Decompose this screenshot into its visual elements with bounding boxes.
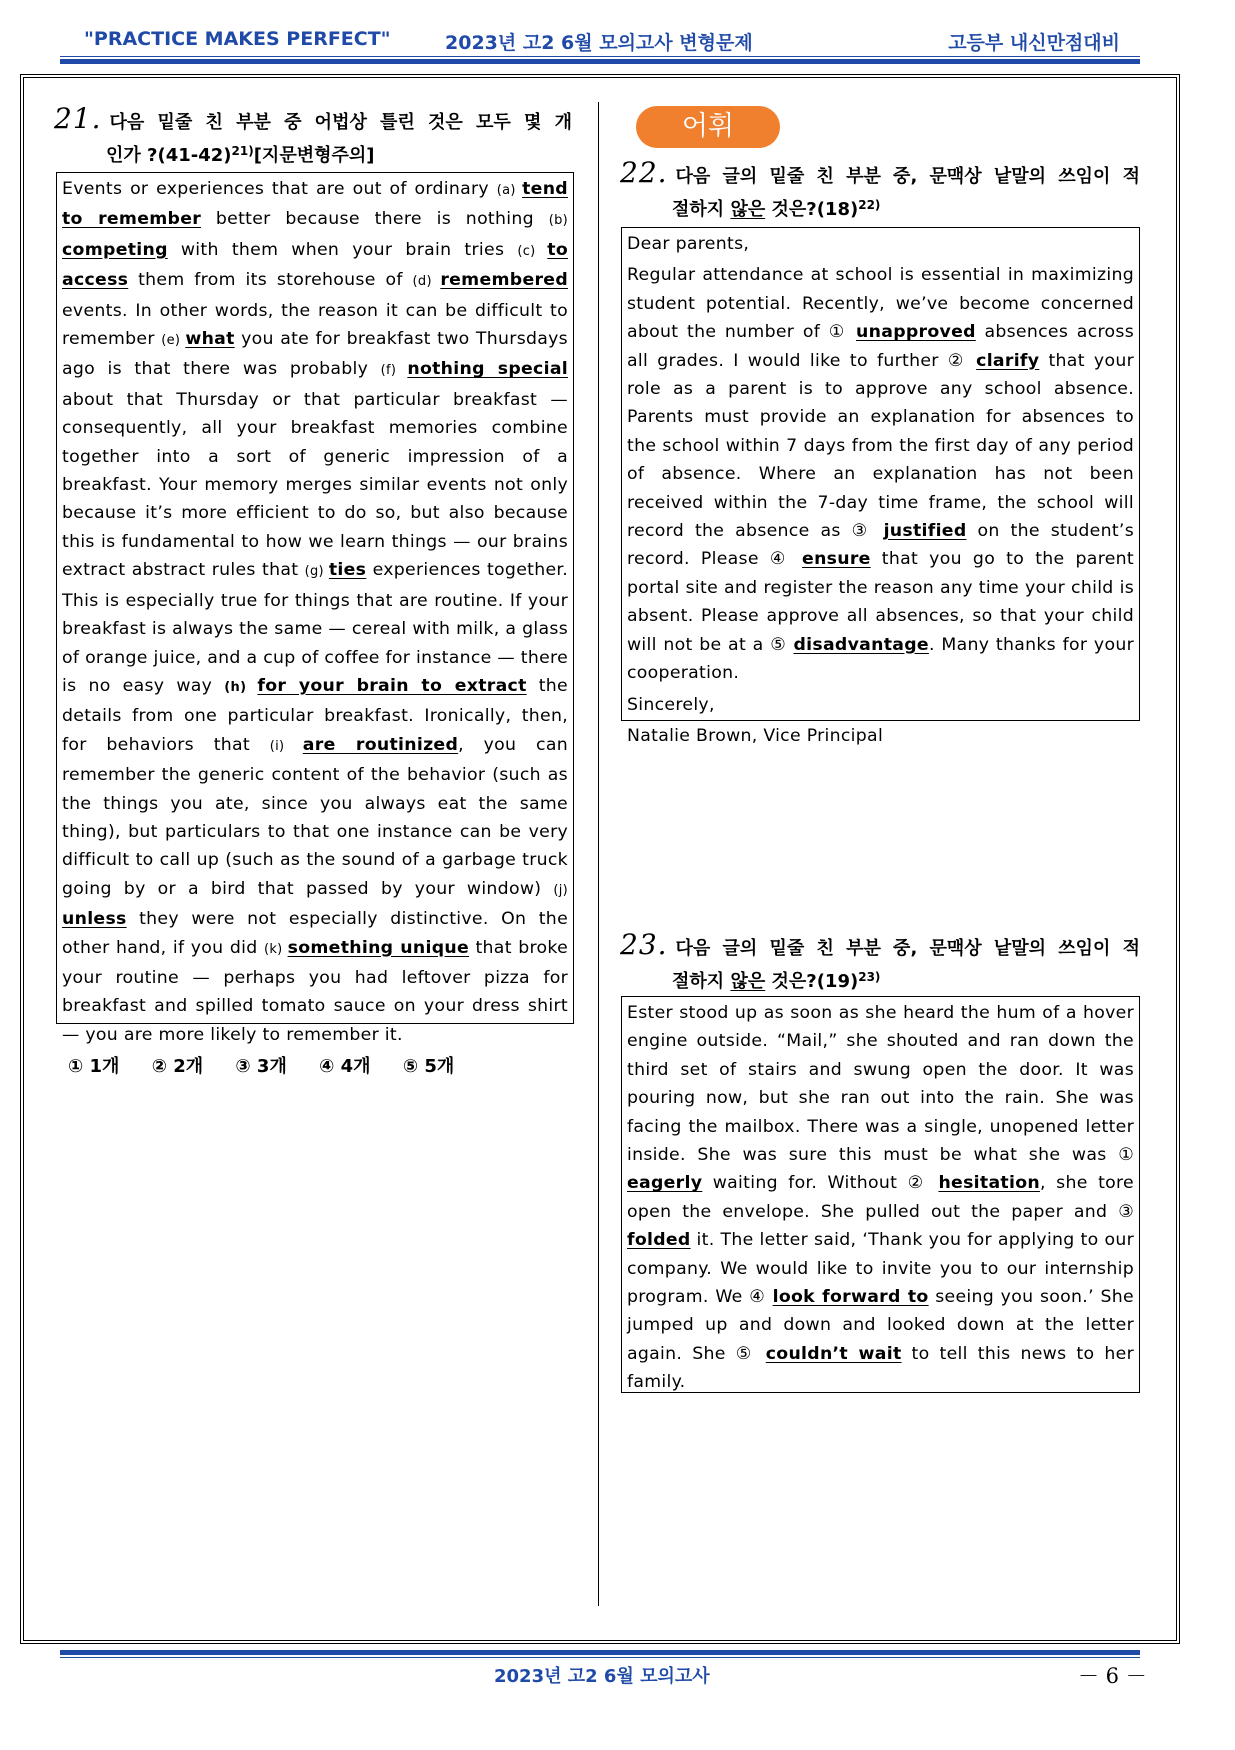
label-d: (d) (412, 274, 441, 290)
q22-number: 22. (620, 156, 668, 189)
marker-5: ⑤ (770, 634, 794, 655)
q22-prompt-line2-end: 것은?(18) (765, 199, 859, 220)
label-g: (g) (304, 564, 329, 580)
passage-text: Regular attendance at school is essential in maximizing student potential. Recently, we’ve become concerned about the number of (627, 265, 1134, 343)
q23-heading (620, 930, 1140, 996)
underline-d: remembered (440, 270, 568, 291)
label-a: (a) (496, 183, 523, 198)
marker-3: ③ (1118, 1201, 1134, 1222)
marker-4: ④ (769, 549, 803, 570)
label-e: (e) (161, 333, 186, 349)
choice-5[interactable]: ⑤ 5개 (402, 1056, 455, 1077)
choice-4[interactable]: ④ 4개 (319, 1056, 371, 1077)
q21-passage-box (56, 172, 574, 1045)
marker-5: ⑤ (735, 1343, 766, 1364)
q22-prompt-emphasis: 않은 (730, 199, 766, 220)
header-subtitle: 고등부 내신만점대비 (948, 32, 1120, 54)
q22-passage-box (621, 227, 1140, 746)
q21-heading (54, 104, 572, 170)
passage-text: Events or experiences that are out of ordinary (62, 179, 497, 199)
underline-3: folded (627, 1230, 691, 1251)
page-number: － 6 － (1078, 1664, 1147, 1688)
passage-text: to tell this news to her family. (627, 1343, 1134, 1393)
q22-footnote-ref: 22) (858, 198, 881, 212)
header-slogan: "PRACTICE MAKES PERFECT" (84, 28, 391, 50)
underline-k: something unique (287, 937, 470, 958)
passage-text: waiting for. Without (702, 1173, 908, 1194)
passage-text: , she tore open the envelope. She pulled out the paper and (627, 1173, 1134, 1222)
underline-e: what (185, 329, 235, 350)
q23-number: 23. (620, 928, 668, 961)
underline-j: unless (62, 909, 127, 930)
q21-footnote-ref: 21) (231, 144, 254, 158)
label-k: (k) (263, 941, 288, 957)
q23-prompt-line2-end: 것은?(19) (765, 971, 859, 992)
header-rule-thin (60, 56, 1140, 57)
passage-text: absences across all grades. I would like to further (627, 322, 1134, 371)
passage-text: seeing you soon.’ She jumped up and down and looked down at the letter again. She (627, 1287, 1134, 1364)
q23-prompt-line2: 절하지 (672, 971, 731, 992)
label-f: (f) (380, 363, 408, 379)
underline-b: competing (62, 239, 168, 260)
q23-prompt-emphasis: 않은 (730, 971, 766, 992)
letter-signature: Natalie Brown, Vice Principal (627, 725, 884, 746)
passage-text: them from its storehouse of (128, 270, 413, 291)
q21-choices (68, 1052, 480, 1078)
label-c: (c) (517, 243, 548, 259)
passage-text: they were not especially distinctive. On the other hand, if you did (62, 909, 568, 958)
choice-2[interactable]: ② 2개 (151, 1056, 204, 1077)
passage-text: the details from one particular breakfast. Ironically, then, for behaviors that (62, 675, 568, 755)
q23-passage-box (621, 996, 1140, 1393)
passage-text: . Many thanks for your cooperation. (627, 634, 1134, 684)
passage-text: it. The letter said, ‘Thank you for applying to our company. We would like to invite you to our internship program. We (627, 1230, 1134, 1308)
underline-f: nothing special (407, 359, 568, 380)
q21-prompt-line2: 인가 ?(41-42) (106, 145, 232, 166)
marker-2: ② (947, 350, 977, 371)
underline-4: ensure (802, 549, 871, 570)
underline-3: justified (883, 521, 967, 542)
marker-2: ② (907, 1173, 939, 1194)
passage-text: , you can remember the generic content of the behavior (such as the things you ate, since you always eat the same thing), but particulars to that one instance can be very difficult to call up (such as the sound of a garbage truck going by or a bird that passed by your window) (62, 734, 568, 899)
label-b: (b) (548, 213, 568, 229)
passage-text: better because there is nothing (201, 209, 549, 230)
passage-text: on the student’s record. Please (627, 521, 1134, 570)
underline-2: clarify (976, 350, 1040, 371)
underline-g: ties (328, 560, 367, 581)
passage-text: that you go to the parent portal site and register the reason any time your child is absent. Please approve all absences, so that your child will not be at a (627, 549, 1134, 655)
underline-1: eagerly (627, 1173, 703, 1194)
marker-3: ③ (851, 521, 884, 542)
passage-text: Ester stood up as soon as she heard the hum of a hover engine outside. “Mail,” she shouted and ran down the third set of stairs and swung open the door. It was pouring now, but she ran out into the rain. She was facing the mailbox. There was a single, unopened letter inside. She was sure this must be what she was (627, 1003, 1134, 1166)
marker-1: ① (828, 322, 857, 343)
letter-closing: Sincerely, (627, 694, 715, 715)
page-header (60, 28, 1140, 64)
letter-greeting: Dear parents, (627, 234, 750, 254)
underline-c: to access (62, 239, 568, 291)
label-h: (h) (224, 679, 258, 695)
passage-text: events. In other words, the reason it can be difficult to remember (62, 300, 568, 350)
choice-1[interactable]: ① 1개 (68, 1056, 120, 1077)
header-title: 2023년 고2 6월 모의고사 변형문제 (445, 32, 753, 54)
q21-prompt-line1: 다음 밑줄 친 부분 중 어법상 틀린 것은 모두 몇 개 (109, 112, 572, 133)
underline-h: for your brain to extract (257, 675, 527, 696)
underline-1: unapproved (856, 322, 976, 343)
q22-prompt-line2: 절하지 (672, 199, 731, 220)
marker-4: ④ (749, 1287, 773, 1308)
column-divider (598, 102, 599, 1606)
passage-text: that broke your routine — perhaps you had leftover pizza for breakfast and spilled tomato sauce on your dress shirt — you are more likely to remember it. (62, 937, 568, 1045)
letter-body (627, 261, 1134, 687)
footer-title: 2023년 고2 6월 모의고사 (494, 1666, 710, 1687)
q23-prompt-line1: 다음 글의 밑줄 친 부분 중, 문맥상 낱말의 쓰임이 적 (675, 938, 1140, 959)
q23-footnote-ref: 23) (858, 970, 881, 984)
passage-text: about that Thursday or that particular breakfast — consequently, all your breakfast memories combine together into a sort of generic impression of a breakfast. Your memory merges similar events not only because it’s more efficient to do so, but also because this is fundamental to how we learn things — our brains extract abstract rules that (62, 389, 568, 581)
passage-text: with them when your brain tries (167, 239, 518, 260)
passage-text: that your role as a parent is to approve any school absence. Parents must provide an explanation for absences to the school within 7 days from the first day of any period of absence. Where an explanation has not been received within the 7-day time frame, the school will record the absence as (627, 350, 1134, 542)
label-i: (i) (269, 738, 303, 754)
underline-5: disadvantage (793, 634, 929, 655)
passage-text: you ate for breakfast two Thursdays ago is that there was probably (62, 329, 568, 380)
passage-text: experiences together. This is especially true for things that are routine. If your breakfast is always the same — cereal with milk, a glass of orange juice, and a cup of coffee for instance — there is no easy way (62, 560, 568, 696)
underline-5: couldn’t wait (765, 1343, 902, 1364)
vocabulary-badge: 어휘 (636, 106, 780, 148)
q22-prompt-line1: 다음 글의 밑줄 친 부분 중, 문맥상 낱말의 쓰임이 적 (675, 166, 1140, 187)
footer-rule-thin (60, 1657, 1140, 1658)
header-rule-thick (60, 59, 1140, 64)
q21-number: 21. (54, 102, 102, 135)
underline-a: tend to remember (62, 179, 568, 230)
q22-heading (620, 158, 1140, 224)
label-j: (j) (553, 882, 568, 898)
marker-1: ① (1118, 1145, 1134, 1166)
footer-rule-thick (60, 1650, 1140, 1655)
underline-4: look forward to (772, 1287, 929, 1308)
q21-tag: [지문변형주의] (253, 145, 375, 166)
underline-i: are routinized (302, 734, 459, 755)
underline-2: hesitation (938, 1173, 1040, 1194)
choice-3[interactable]: ③ 3개 (235, 1056, 287, 1077)
